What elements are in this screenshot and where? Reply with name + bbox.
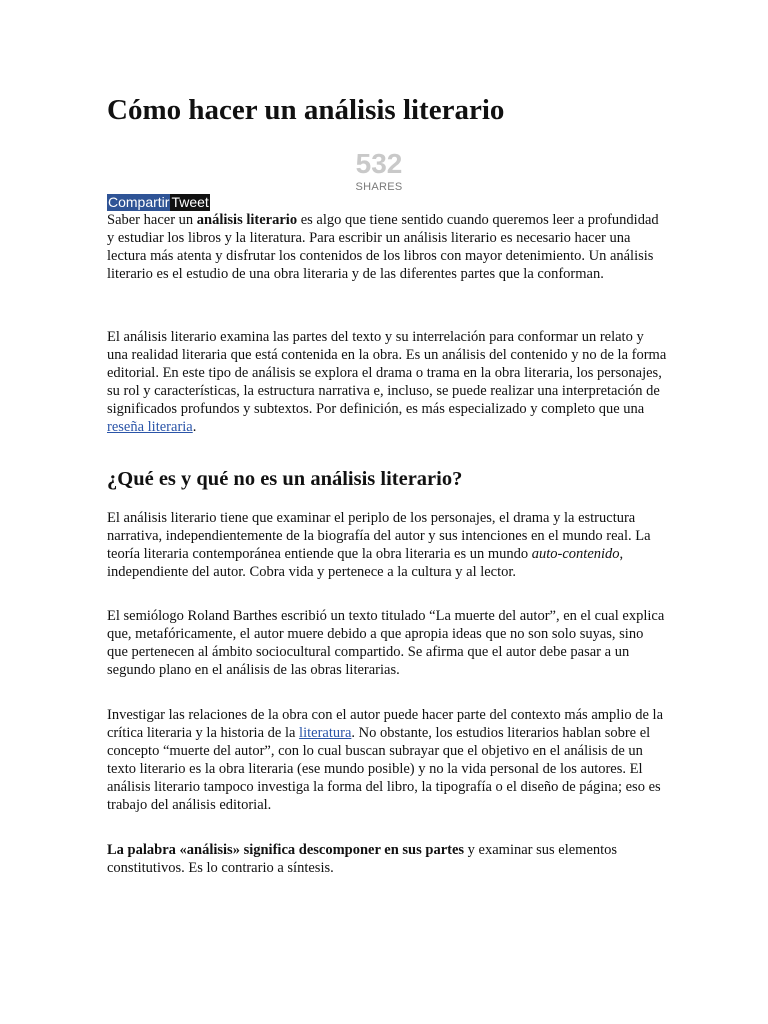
paragraph-context-text-b: . No obstante, los estudios literarios hablan sobre el concepto “muerte del autor”, con lo cual buscan subrayar que el objetivo en el análisis de un texto literario es la obra literaria (ese mundo posible) y no la vida personal de los autores. El análisis literario tampoco investiga la forma del libro, la tipografía o el diseño de página; eso es trabajo del análisis editorial. <box>107 725 661 813</box>
section-heading: ¿Qué es y qué no es un análisis literario? <box>107 468 463 490</box>
paragraph-intro-text-a: Saber hacer un <box>107 212 197 228</box>
paragraph-intro-bold: análisis literario <box>196 212 298 228</box>
paragraph-definition <box>107 328 667 436</box>
paragraph-periplo <box>107 509 667 581</box>
paragraph-analisis-meaning <box>107 841 667 877</box>
paragraph-analisis-bold: La palabra «análisis» significa descomponer en sus partes <box>107 842 465 858</box>
tweet-button[interactable]: Tweet <box>171 194 209 210</box>
share-counter <box>329 148 429 194</box>
share-buttons <box>107 194 210 211</box>
page-title: Cómo hacer un análisis literario <box>107 94 505 126</box>
paragraph-barthes: El semiólogo Roland Barthes escribió un texto titulado “La muerte del autor”, en el cual explica que, metafóricamente, el autor muere debido a que apropia ideas que no son solo suyas, sino que pertenecen al ámbito sociocultural compartido. Se afirma que el autor debe pasar a un segundo plano en el análisis de las obras literarias. <box>107 608 665 678</box>
paragraph-analisis-text: y examinar sus elementos constitutivos. Es lo contrario a síntesis. <box>107 842 618 876</box>
paragraph-periplo-text-a: El análisis literario tiene que examinar el periplo de los personajes, el drama y la estructura narrativa, independientemente de la biografía del autor y sus intenciones en el mundo real. La teoría literaria contemporánea entiende que la obra literaria es un mundo <box>107 510 651 562</box>
paragraph-definition-text-b: . <box>192 419 197 435</box>
paragraph-context <box>107 706 667 814</box>
paragraph-periplo-italic: auto-contenido <box>531 546 620 562</box>
paragraph-intro-text-c: es algo que tiene sentido cuando queremos leer a profundidad y estudiar los libros y la literatura. Para escribir un análisis literario es necesario hacer una lectura más atenta y disfrutar los contenidos de los libros con mayor detenimiento. Un análisis literario es el estudio de una obra literaria y de las diferentes partes que la conforman. <box>107 212 659 282</box>
share-count: 532 <box>355 148 403 179</box>
paragraph-definition-text-a: El análisis literario examina las partes del texto y su interrelación para conformar un relato y una realidad literaria que está contenida en la obra. Es un análisis del contenido y no de la forma editorial. En este tipo de análisis se explora el drama o trama en la obra literaria, los personajes, su rol y características, la estructura narrativa e, incluso, se puede realizar una interpretación de significados profundos y subtextos. Por definición, es más especializado y completo que una <box>107 329 667 417</box>
share-count-label: SHARES <box>355 181 403 193</box>
paragraph-periplo-text-b: , independiente del autor. Cobra vida y pertenece a la cultura y al lector. <box>107 546 624 580</box>
compartir-button[interactable]: Compartir <box>108 194 170 210</box>
paragraph-intro <box>107 211 667 283</box>
paragraph-context-text-a: Investigar las relaciones de la obra con el autor puede hacer parte del contexto más amplio de la crítica literaria y la historia de la <box>107 707 663 741</box>
resena-literaria-link[interactable]: reseña literaria <box>107 419 193 435</box>
literatura-link[interactable]: literatura <box>299 725 352 741</box>
